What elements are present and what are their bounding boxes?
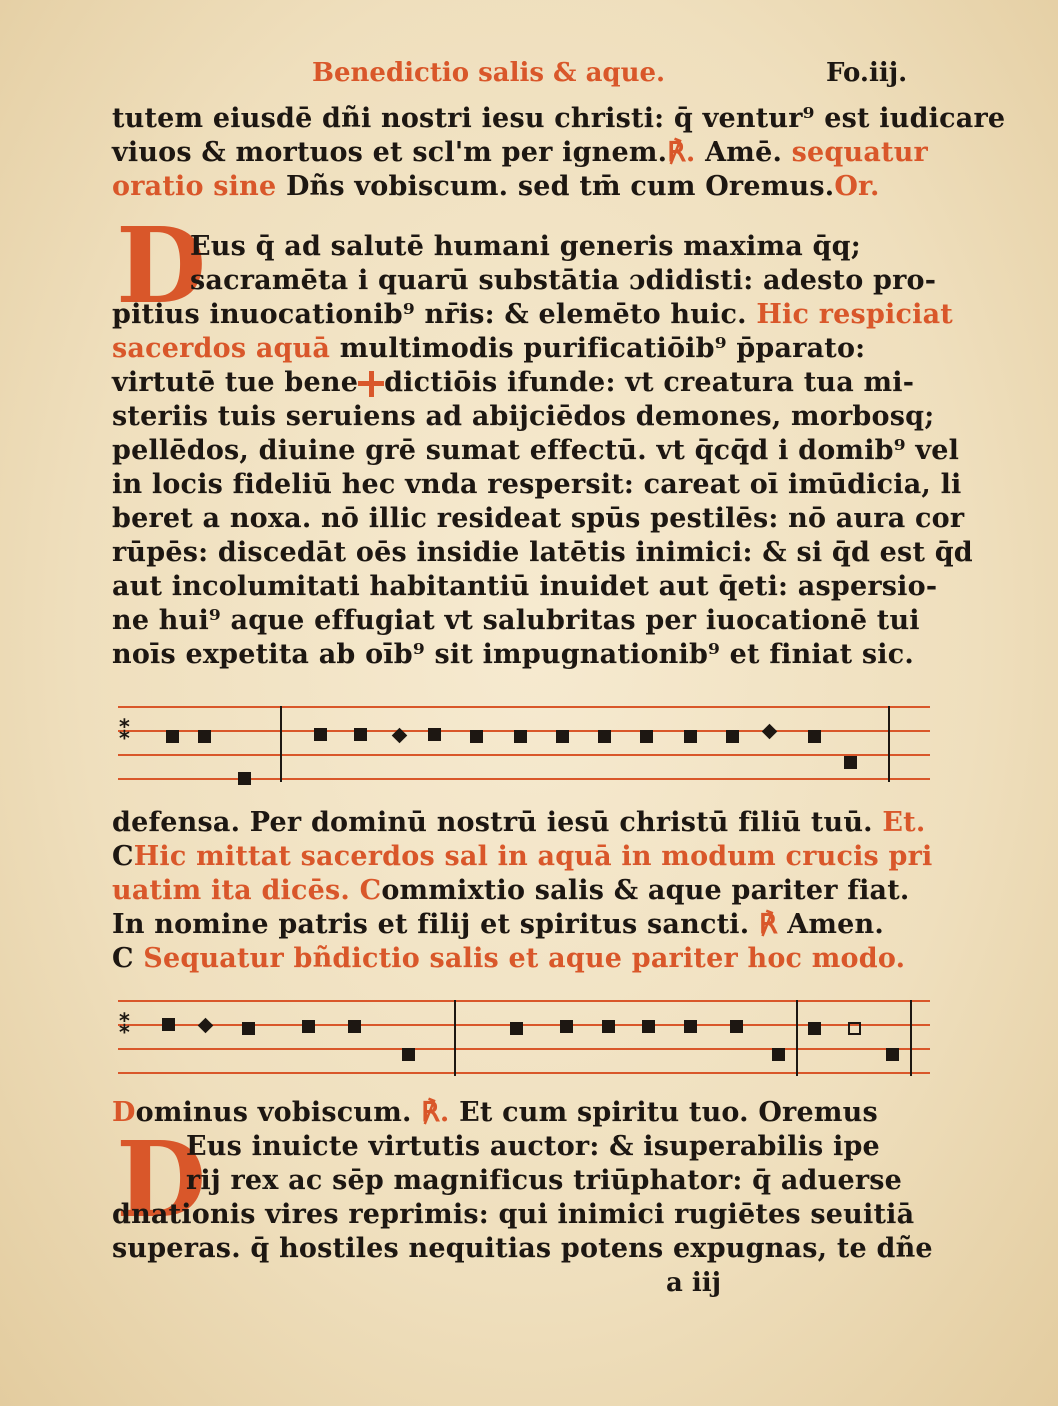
note	[762, 724, 778, 740]
bar-line	[454, 1000, 456, 1076]
text-span: C	[112, 841, 134, 872]
text-span: ne hui⁹ aque effugiat vt salubritas per iuocationē tui	[112, 605, 920, 636]
text-span: D	[112, 1097, 136, 1128]
c-clef-icon: ⁑	[118, 1010, 132, 1040]
note	[684, 1020, 697, 1033]
text-span: sequatur	[791, 137, 928, 168]
text-span: beret a noxa. nō illic resideat spūs pestilēs: nō aura cor	[112, 503, 965, 534]
text-line	[190, 230, 1020, 264]
note	[470, 730, 483, 743]
text-span: multimodis purificatiōib⁹ p̄parato:	[339, 333, 866, 364]
note	[848, 1022, 861, 1035]
note	[684, 730, 697, 743]
note	[556, 730, 569, 743]
text-span: rūpēs: discedāt oēs insidie latētis inimici: & si q̄d est q̄d	[112, 537, 973, 568]
bar-line	[910, 1000, 912, 1076]
text-span: Or.	[834, 171, 880, 202]
text-line	[112, 942, 942, 976]
note	[886, 1048, 899, 1061]
note	[772, 1048, 785, 1061]
note	[166, 730, 179, 743]
text-span: in locis fideliū hec vnda respersit: careat oī imūdicia, li	[112, 469, 962, 500]
text-span: defensa. Per dominū nostrū iesū christū filiū tuū.	[112, 807, 883, 838]
note	[602, 1020, 615, 1033]
note	[238, 772, 251, 785]
note	[598, 730, 611, 743]
music-staff-1	[118, 706, 930, 802]
note	[808, 1022, 821, 1035]
text-span: Amē.	[695, 137, 792, 168]
text-line	[112, 908, 942, 942]
text-span: C	[359, 875, 382, 906]
text-line	[112, 1232, 942, 1266]
note	[640, 730, 653, 743]
initial-d-2: D	[116, 1118, 207, 1241]
text-line	[112, 638, 942, 672]
text-span: pitius inuocationib⁹ nr̄is: & elemēto huic.	[112, 299, 757, 330]
text-line	[112, 502, 965, 536]
note	[428, 728, 441, 741]
text-span: sacerdos aquā	[112, 333, 340, 364]
text-span: Dñs vobiscum. sed tm̄ cum Oremus.	[285, 171, 835, 202]
note	[844, 756, 857, 769]
text-span: ℟.	[421, 1097, 450, 1128]
music-staff-2	[118, 1000, 930, 1096]
note	[354, 728, 367, 741]
c-clef-icon: ⁑	[118, 716, 132, 746]
note	[162, 1018, 175, 1031]
note	[198, 730, 211, 743]
cross-line-before: virtutē tue bene	[112, 367, 359, 398]
note	[198, 1018, 214, 1034]
text-span: ℟	[758, 909, 778, 940]
initial-d-1: D	[116, 204, 207, 327]
text-span: Eus q̄ ad salutē humani generis maxima q̄q;	[190, 231, 861, 262]
note	[242, 1022, 255, 1035]
text-span: Amen.	[777, 909, 884, 940]
text-line	[112, 1096, 942, 1130]
text-line	[112, 332, 942, 366]
text-span: viuos & mortuos et scl'm per ignem.	[112, 137, 668, 168]
text-line	[112, 806, 942, 840]
text-line	[112, 536, 973, 570]
bar-line	[796, 1000, 798, 1076]
text-span: ominus vobiscum.	[135, 1097, 422, 1128]
note	[510, 1022, 523, 1035]
text-span: oratio sine	[112, 171, 286, 202]
text-line	[112, 434, 960, 468]
text-line	[112, 840, 942, 874]
text-span: Sequatur bñdictio salis et aque pariter hoc modo.	[143, 943, 906, 974]
text-line	[112, 1198, 942, 1232]
text-span: pellēdos, diuine grē sumat effectū. vt q̄cq̄d i domib⁹ vel	[112, 435, 960, 466]
note	[808, 730, 821, 743]
note	[302, 1020, 315, 1033]
text-line	[186, 1164, 1016, 1198]
text-line	[112, 102, 1006, 136]
running-header: Benedictio salis & aque.	[312, 58, 666, 88]
text-span: In nomine patris et filij et spiritus sancti.	[112, 909, 759, 940]
text-span: Et cum spiritu tuo. Oremus	[449, 1097, 878, 1128]
text-line	[112, 298, 953, 332]
text-span: C	[112, 943, 144, 974]
text-span: steriis tuis seruiens ad abijciēdos demones, morbosq;	[112, 401, 935, 432]
text-line	[112, 136, 942, 170]
bar-line	[888, 706, 890, 782]
note	[642, 1020, 655, 1033]
text-span: Eus inuicte virtutis auctor: & isuperabilis ipe	[186, 1131, 880, 1162]
note	[314, 728, 327, 741]
text-span: noīs expetita ab oīb⁹ sit impugnationib⁹ et finiat sic.	[112, 639, 914, 670]
text-span: superas. q̄ hostiles nequitias potens expugnas, te dñe	[112, 1233, 933, 1264]
text-line-cross	[112, 366, 942, 400]
note	[726, 730, 739, 743]
note	[514, 730, 527, 743]
text-span: Hic mittat sacerdos sal in aquā in modum crucis pri	[133, 841, 933, 872]
text-span: dnationis vires reprimis: qui inimici rugiētes seuitiā	[112, 1199, 915, 1230]
signature-mark: a iij	[666, 1268, 722, 1298]
text-span: sacramēta i quarū substātia ɔdidisti: adesto pro-	[190, 265, 937, 296]
note	[402, 1048, 415, 1061]
text-line	[112, 604, 942, 638]
note	[560, 1020, 573, 1033]
folio-number: Fo.iij.	[826, 58, 908, 88]
bar-line	[280, 706, 282, 782]
text-line	[112, 874, 942, 908]
text-span: tutem eiusdē dñi nostri iesu christi: q̄ ventur⁹ est iudicare	[112, 103, 1006, 134]
text-line	[112, 170, 942, 204]
text-span: ommixtio salis & aque pariter fiat.	[381, 875, 910, 906]
text-span: ℟.	[667, 137, 696, 168]
note	[348, 1020, 361, 1033]
text-line	[112, 400, 942, 434]
text-span: Hic respiciat	[756, 299, 953, 330]
text-span: Et.	[882, 807, 926, 838]
text-line	[186, 1130, 1016, 1164]
cross-icon	[358, 371, 384, 397]
text-line	[190, 264, 1020, 298]
text-span: aut incolumitati habitantiū inuidet aut q̄eti: aspersio-	[112, 571, 938, 602]
cross-line-after: dictiōis ifunde: vt creatura tua mi-	[384, 367, 915, 398]
text-span: uatim ita dicēs.	[112, 875, 360, 906]
text-line	[112, 468, 962, 502]
note	[730, 1020, 743, 1033]
text-span: rij rex ac sēp magnificus triūphator: q̄ aduerse	[186, 1165, 903, 1196]
text-line	[112, 570, 942, 604]
